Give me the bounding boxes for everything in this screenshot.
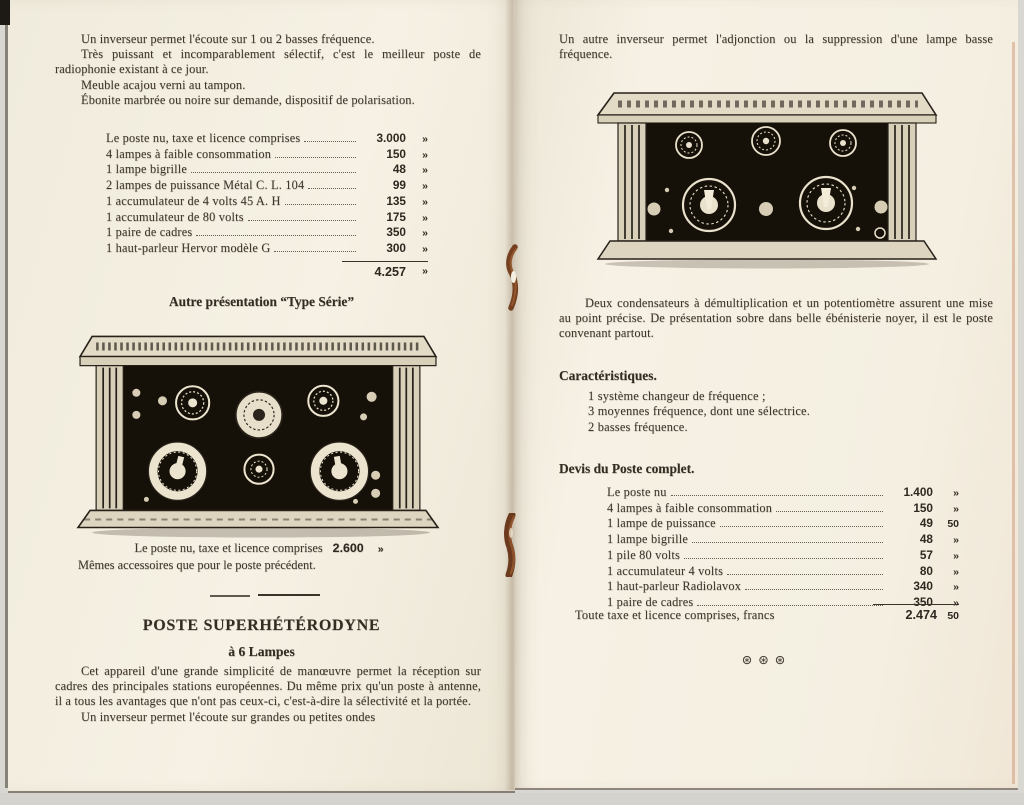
right-table-total	[575, 600, 959, 623]
scanner-background	[0, 793, 1024, 805]
binding-staple-bottom	[500, 513, 524, 577]
price-value: 99	[392, 178, 406, 193]
characteristics-heading: Caractéristiques.	[559, 368, 657, 383]
price-item-label: 2 lampes de puissance Métal C. L. 104	[106, 178, 305, 193]
dotted-leader	[191, 172, 356, 173]
characteristic-item: 3 moyennes fréquence, dont une sélectrice.	[588, 404, 811, 419]
dotted-leader	[308, 188, 356, 189]
total-price-unit: »	[422, 264, 428, 277]
radio-cabinet-illustration-type-serie	[72, 326, 444, 540]
caption-unit: »	[377, 543, 384, 555]
left-radio-caption	[58, 541, 460, 556]
radio-cabinet-illustration-superheterodyne	[592, 83, 942, 269]
characteristic-item: 2 basses fréquence.	[588, 419, 688, 434]
price-value: 1.400	[903, 485, 933, 499]
price-row	[106, 194, 428, 210]
price-unit: »	[422, 195, 428, 208]
table-total-rule	[342, 261, 428, 262]
price-unit: »	[953, 549, 959, 562]
price-item-label: 1 accumulateur de 80 volts	[106, 209, 244, 224]
dotted-leader	[692, 542, 883, 543]
price-value: 49	[919, 516, 933, 531]
price-item-label: 1 lampe bigrille	[106, 162, 188, 177]
right-intro-paragraph: Un autre inverseur permet l'adjonction ou la suppression d'une lampe basse fréquence.	[559, 32, 993, 62]
dotted-leader	[274, 251, 356, 252]
price-value: 150	[386, 146, 406, 161]
price-item-label: 4 lampes à faible consommation	[106, 146, 272, 161]
price-unit: »	[422, 148, 428, 161]
price-unit: »	[953, 534, 959, 547]
price-item-label: 1 accumulateur 4 volts	[607, 563, 724, 578]
price-value: 48	[392, 162, 406, 177]
price-unit: 50	[947, 518, 959, 531]
price-item-label: 1 lampe de puissance	[607, 516, 716, 531]
price-row	[607, 485, 959, 501]
price-unit: »	[422, 227, 428, 240]
dotted-leader	[684, 558, 883, 559]
price-row	[106, 241, 428, 257]
paragraph: Meuble acajou verni au tampon.	[81, 77, 246, 92]
dotted-leader	[776, 511, 883, 512]
price-value: 350	[913, 594, 933, 609]
price-row	[607, 516, 959, 532]
end-ornament: ⊛⊛⊛	[741, 653, 792, 667]
dotted-leader	[304, 141, 356, 142]
price-unit: »	[953, 502, 959, 515]
price-value: 300	[386, 240, 406, 255]
price-row	[106, 147, 428, 163]
price-value: 48	[919, 532, 933, 547]
devis-heading: Devis du Poste complet.	[559, 461, 695, 476]
right-page-edge	[1012, 42, 1015, 784]
section-divider	[210, 594, 320, 598]
price-row	[607, 579, 959, 595]
price-unit: »	[422, 164, 428, 177]
price-row	[607, 548, 959, 564]
price-row	[106, 162, 428, 178]
price-item-label: Le poste nu	[607, 485, 667, 499]
price-item-label: Le poste nu, taxe et licence comprises	[106, 131, 301, 145]
dotted-leader	[671, 495, 883, 496]
price-item-label: 1 pile 80 volts	[607, 547, 681, 562]
price-value: 150	[913, 500, 933, 515]
paragraph: Un inverseur permet l'écoute sur 1 ou 2 basses fréquence.	[81, 32, 375, 46]
price-item-label: 1 haut-parleur Hervor modèle G	[106, 240, 271, 255]
price-item-label: 1 haut-parleur Radiolavox	[607, 579, 742, 594]
dotted-leader	[275, 157, 356, 158]
price-row	[106, 131, 428, 147]
price-value: 80	[919, 563, 933, 578]
price-unit: »	[422, 242, 428, 255]
right-page	[515, 0, 1018, 788]
left-table-total	[106, 265, 428, 279]
total-price-unit: 50	[947, 610, 959, 622]
price-value: 57	[919, 547, 933, 562]
dotted-leader	[745, 589, 883, 590]
characteristic-item: 1 système changeur de fréquence ;	[588, 389, 766, 403]
price-row	[106, 178, 428, 194]
dotted-leader	[248, 220, 356, 221]
total-price-value: 2.474	[905, 608, 937, 622]
price-unit: »	[953, 565, 959, 578]
dotted-leader	[727, 574, 883, 575]
price-unit: »	[953, 596, 959, 609]
dotted-leader	[285, 204, 356, 205]
price-row	[106, 210, 428, 226]
presentation-heading: Autre présentation “Type Série”	[168, 294, 355, 309]
left-price-table	[106, 131, 428, 279]
caption-label: Le poste nu, taxe et licence comprises	[134, 541, 323, 555]
superheterodyne-paragraphs	[55, 664, 481, 725]
price-row	[106, 225, 428, 241]
price-row	[607, 501, 959, 517]
right-price-table	[607, 485, 959, 611]
total-price-value: 4.257	[374, 264, 406, 279]
left-radio-caption-note: Mêmes accessoires que pour le poste précédent.	[78, 558, 316, 572]
paragraph: Cet appareil d'une grande simplicité de manœuvre permet la réception sur cadres des principales stations européennes. Du même prix qu'un poste à antenne, il a tous les avantages que n'ont pas ceux-ci, c'est-à-dire la sélectivité et la portée.	[55, 664, 481, 709]
price-unit: »	[422, 211, 428, 224]
price-unit: »	[422, 180, 428, 193]
price-item-label: 1 paire de cadres	[106, 225, 193, 240]
price-value: 175	[386, 209, 406, 224]
paragraph: Ébonite marbrée ou noire sur demande, dispositif de polarisation.	[81, 92, 415, 107]
binding-staple-top	[503, 244, 525, 312]
characteristics-list	[588, 389, 810, 435]
left-intro-paragraphs	[55, 32, 481, 108]
price-value: 340	[913, 579, 933, 594]
price-item-label: 1 paire de cadres	[607, 594, 694, 609]
paragraph: Très puissant et incomparablement sélectif, c'est le meilleur poste de radiophonie existant à ce jour.	[55, 47, 481, 77]
dotted-leader	[720, 526, 883, 527]
price-row	[607, 532, 959, 548]
scan-corner-mark	[0, 0, 10, 25]
left-page	[8, 0, 515, 791]
price-unit: »	[953, 581, 959, 594]
price-unit: »	[953, 487, 959, 499]
price-item-label: 1 accumulateur de 4 volts 45 A. H	[106, 193, 281, 208]
price-value: 135	[386, 193, 406, 208]
caption-price: 2.600	[332, 541, 364, 555]
total-label: Toute taxe et licence comprises, francs	[575, 608, 775, 622]
price-item-label: 4 lampes à faible consommation	[607, 500, 773, 515]
right-description-paragraph: Deux condensateurs à démultiplication et un potentiomètre assurent une mise au point précise. De présentation sobre dans belle ébénisterie noyer, il est le poste convenant partout.	[559, 296, 993, 341]
price-item-label: 1 lampe bigrille	[607, 532, 689, 547]
table-total-rule	[873, 604, 959, 605]
section-title: POSTE SUPERHÉTÉRODYNE	[142, 617, 381, 634]
price-value: 350	[386, 225, 406, 240]
section-subtitle: à 6 Lampes	[228, 644, 295, 659]
price-row	[607, 564, 959, 580]
paragraph: Un inverseur permet l'écoute sur grandes ou petites ondes	[81, 709, 376, 724]
price-value: 3.000	[376, 131, 406, 145]
dotted-leader	[196, 235, 356, 236]
left-page-edge	[5, 16, 8, 788]
price-unit: »	[422, 133, 428, 145]
